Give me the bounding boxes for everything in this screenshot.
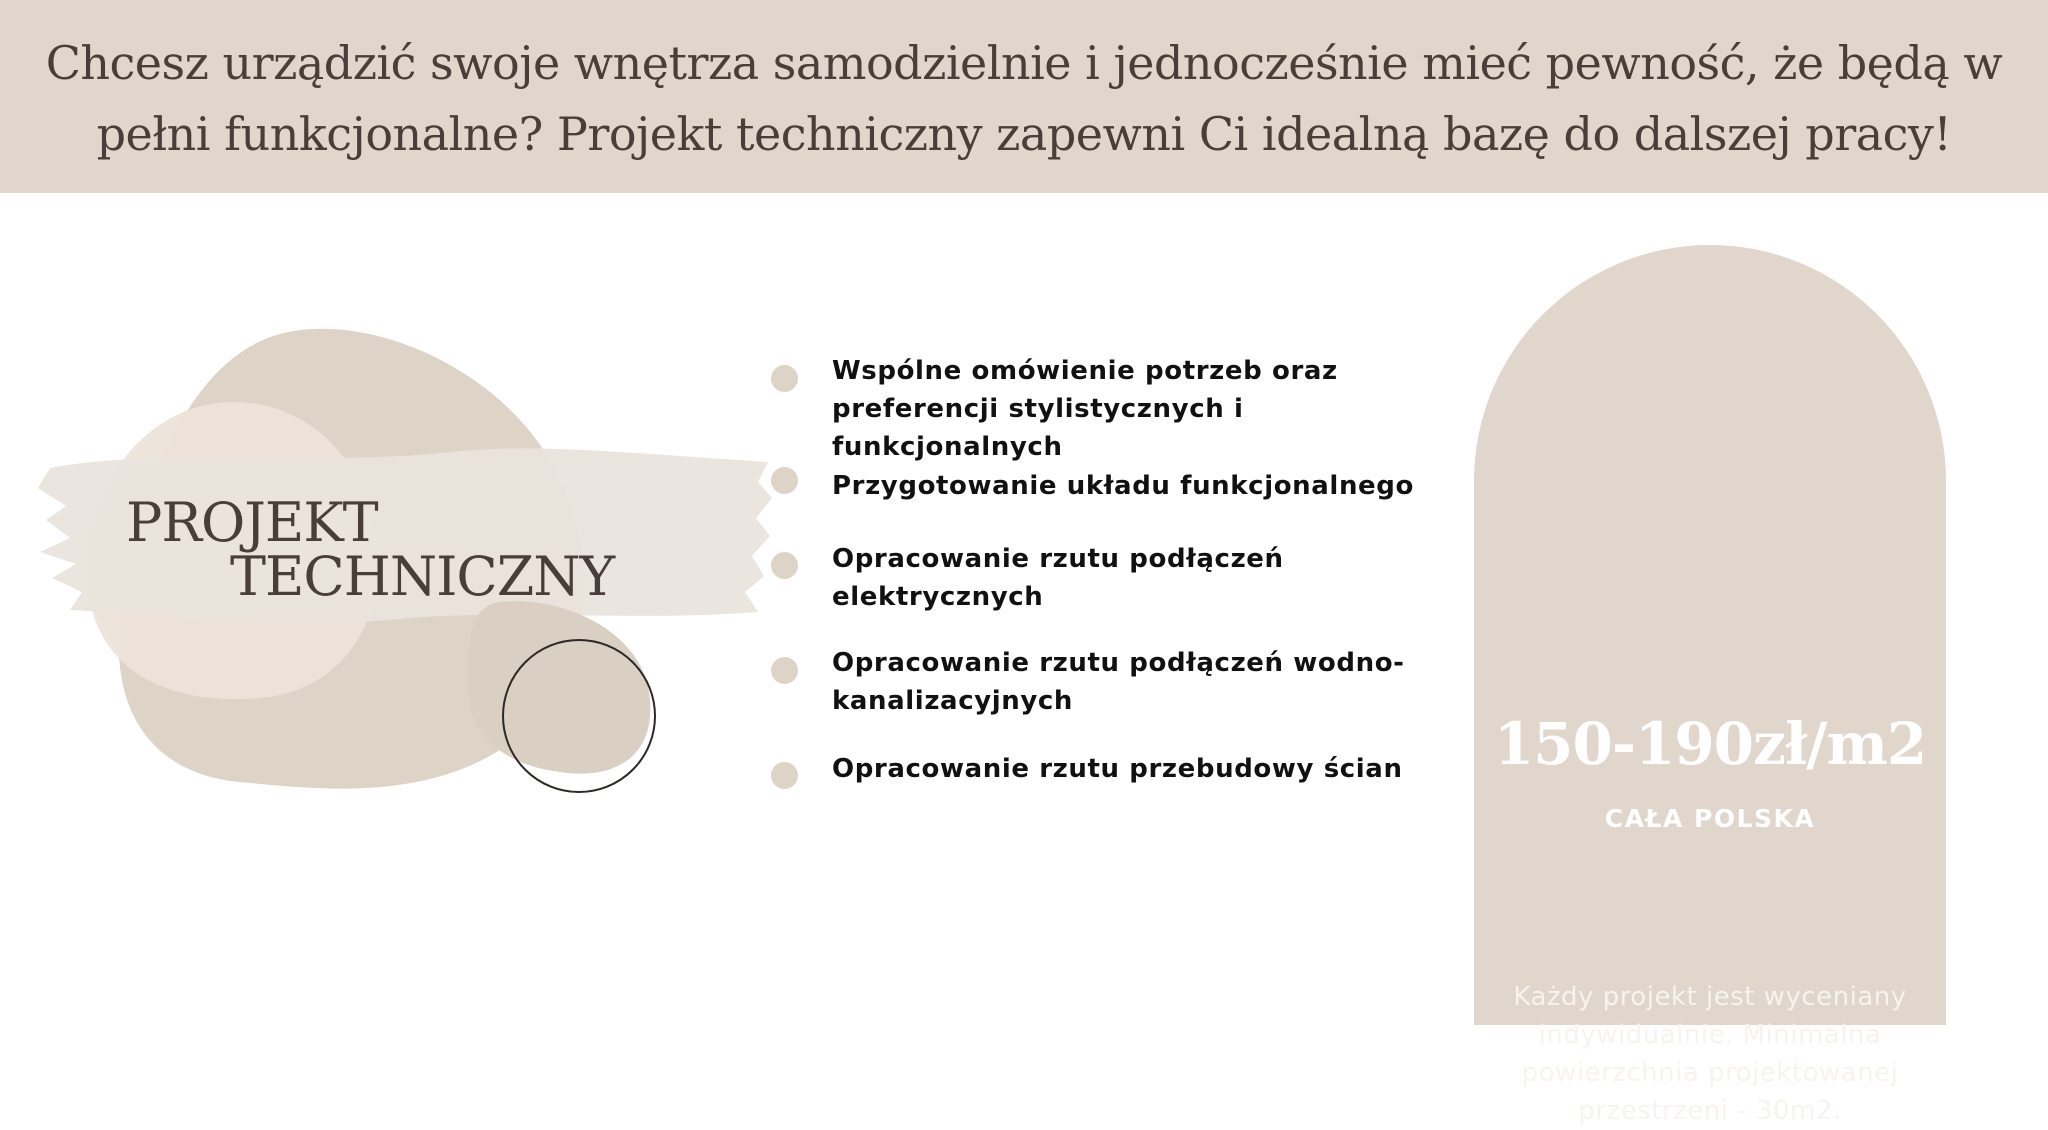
price-value: 150-190zł/m2: [1493, 710, 1927, 778]
bullet-dot-icon: [771, 657, 798, 684]
project-title-line-2: TECHNICZNY: [230, 545, 615, 608]
bullet-dot-icon: [771, 552, 798, 579]
price-card: [1474, 245, 1946, 1126]
project-title-line-1: PROJEKT: [126, 491, 378, 554]
region-label: CAŁA POLSKA: [1604, 804, 1816, 833]
feature-text: Opracowanie rzutu przebudowy ścian: [832, 754, 1403, 784]
feature-text: Opracowanie rzutu podłączeń elektrycznych: [832, 544, 1284, 612]
pricing-note: Każdy projekt jest wyceniany indywidualnie. Minimalna powierzchnia projektowanej przestrzeni - 30m2.: [1513, 982, 1907, 1126]
bullet-dot-icon: [771, 365, 798, 392]
feature-text: Opracowanie rzutu podłączeń wodno-kanalizacyjnych: [832, 648, 1405, 716]
bullet-dot-icon: [771, 467, 798, 494]
feature-text: Wspólne omówienie potrzeb oraz preferencji stylistycznych i funkcjonalnych: [832, 356, 1338, 462]
feature-text: Przygotowanie układu funkcjonalnego: [832, 471, 1414, 501]
banner-text: Chcesz urządzić swoje wnętrza samodzielnie i jednocześnie mieć pewność, że będą w pełni funkcjonalne? Projekt techniczny zapewni Ci idealną bazę do dalszej pracy!: [45, 36, 2003, 161]
header-banner: [0, 0, 2048, 193]
bullet-dot-icon: [771, 762, 798, 789]
